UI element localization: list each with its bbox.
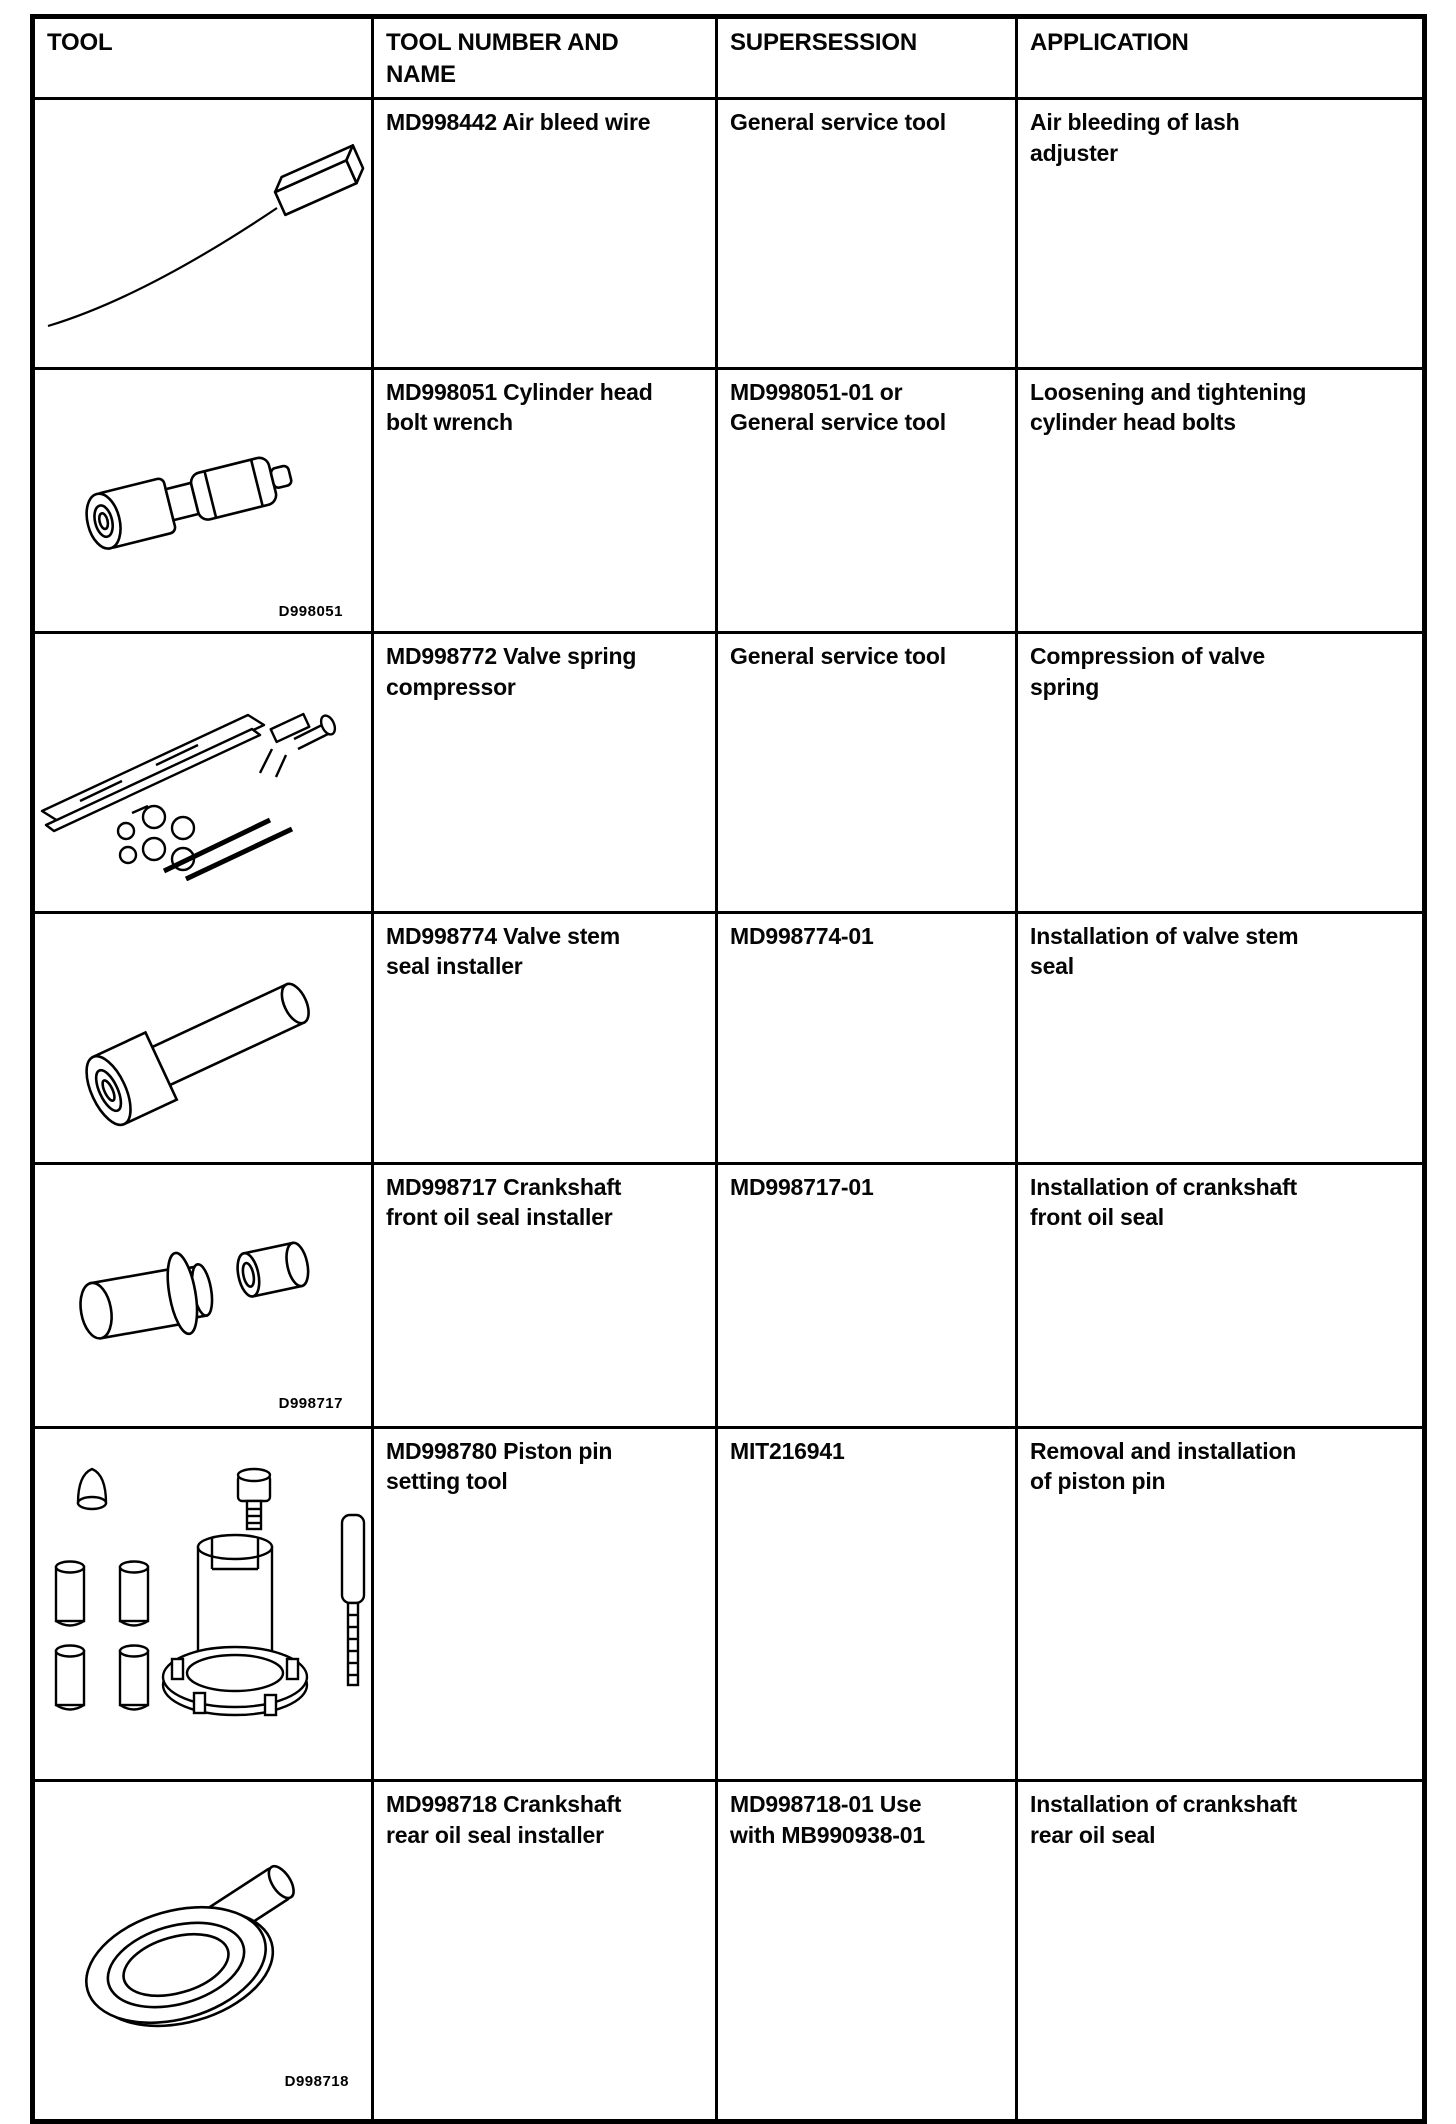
table-row	[33, 1427, 1425, 1781]
tool-image-cell	[33, 1781, 373, 2122]
tool-image-label: D998718	[284, 2072, 349, 2090]
application-cell: Loosening and tightening cylinder head bolts	[1017, 369, 1425, 633]
supersession-cell: MD998051-01 or General service tool	[717, 369, 1017, 633]
supersession-cell: MD998717-01	[717, 1163, 1017, 1427]
tool-image-cell	[33, 912, 373, 1163]
tool-image-label: D998051	[278, 603, 343, 621]
application-cell: Air bleeding of lash adjuster	[1017, 99, 1425, 369]
header-tool-number-name: TOOL NUMBER AND NAME	[373, 17, 717, 99]
tool-image-label: D998717	[278, 1394, 343, 1412]
valve-spring-compressor-drawing	[36, 665, 370, 881]
tool-number-cell: MD998717 Crankshaft front oil seal installer	[373, 1163, 717, 1427]
table-row	[33, 369, 1425, 633]
tool-number-cell: MD998718 Crankshaft rear oil seal installer	[373, 1781, 717, 2122]
header-tool: TOOL	[33, 17, 373, 99]
header-supersession: SUPERSESSION	[717, 17, 1017, 99]
table-row	[33, 1163, 1425, 1427]
tool-number-cell: MD998051 Cylinder head bolt wrench	[373, 369, 717, 633]
air-bleed-wire-drawing	[36, 131, 370, 337]
tool-image-cell	[33, 369, 373, 633]
tool-image-cell	[33, 1427, 373, 1781]
cylinder-head-bolt-wrench-drawing	[36, 400, 370, 570]
tool-number-cell: MD998772 Valve spring compressor	[373, 633, 717, 913]
tool-number-cell: MD998774 Valve stem seal installer	[373, 912, 717, 1163]
tool-image-cell	[33, 99, 373, 369]
application-cell: Installation of crankshaft rear oil seal	[1017, 1781, 1425, 2122]
tool-number-cell: MD998780 Piston pin setting tool	[373, 1427, 717, 1781]
table-row	[33, 633, 1425, 913]
supersession-cell: General service tool	[717, 99, 1017, 369]
tool-image-cell	[33, 1163, 373, 1427]
table-row	[33, 912, 1425, 1163]
header-application: APPLICATION	[1017, 17, 1425, 99]
supersession-cell: MD998718-01 Use with MB990938-01	[717, 1781, 1017, 2122]
application-cell: Installation of valve stem seal	[1017, 912, 1425, 1163]
special-tools-table	[30, 14, 1427, 2124]
application-cell: Removal and installation of piston pin	[1017, 1427, 1425, 1781]
crankshaft-rear-oil-seal-installer-drawing	[36, 1813, 370, 2059]
supersession-cell: MD998774-01	[717, 912, 1017, 1163]
tool-number-cell: MD998442 Air bleed wire	[373, 99, 717, 369]
tool-image-cell	[33, 633, 373, 913]
piston-pin-setting-tool-drawing	[36, 1459, 370, 1749]
crankshaft-front-oil-seal-installer-drawing	[36, 1195, 370, 1365]
table-row	[33, 1781, 1425, 2122]
valve-stem-seal-installer-drawing	[36, 944, 370, 1131]
table-row	[33, 99, 1425, 369]
header-row	[33, 17, 1425, 99]
supersession-cell: General service tool	[717, 633, 1017, 913]
application-cell: Compression of valve spring	[1017, 633, 1425, 913]
supersession-cell: MIT216941	[717, 1427, 1017, 1781]
application-cell: Installation of crankshaft front oil seal	[1017, 1163, 1425, 1427]
